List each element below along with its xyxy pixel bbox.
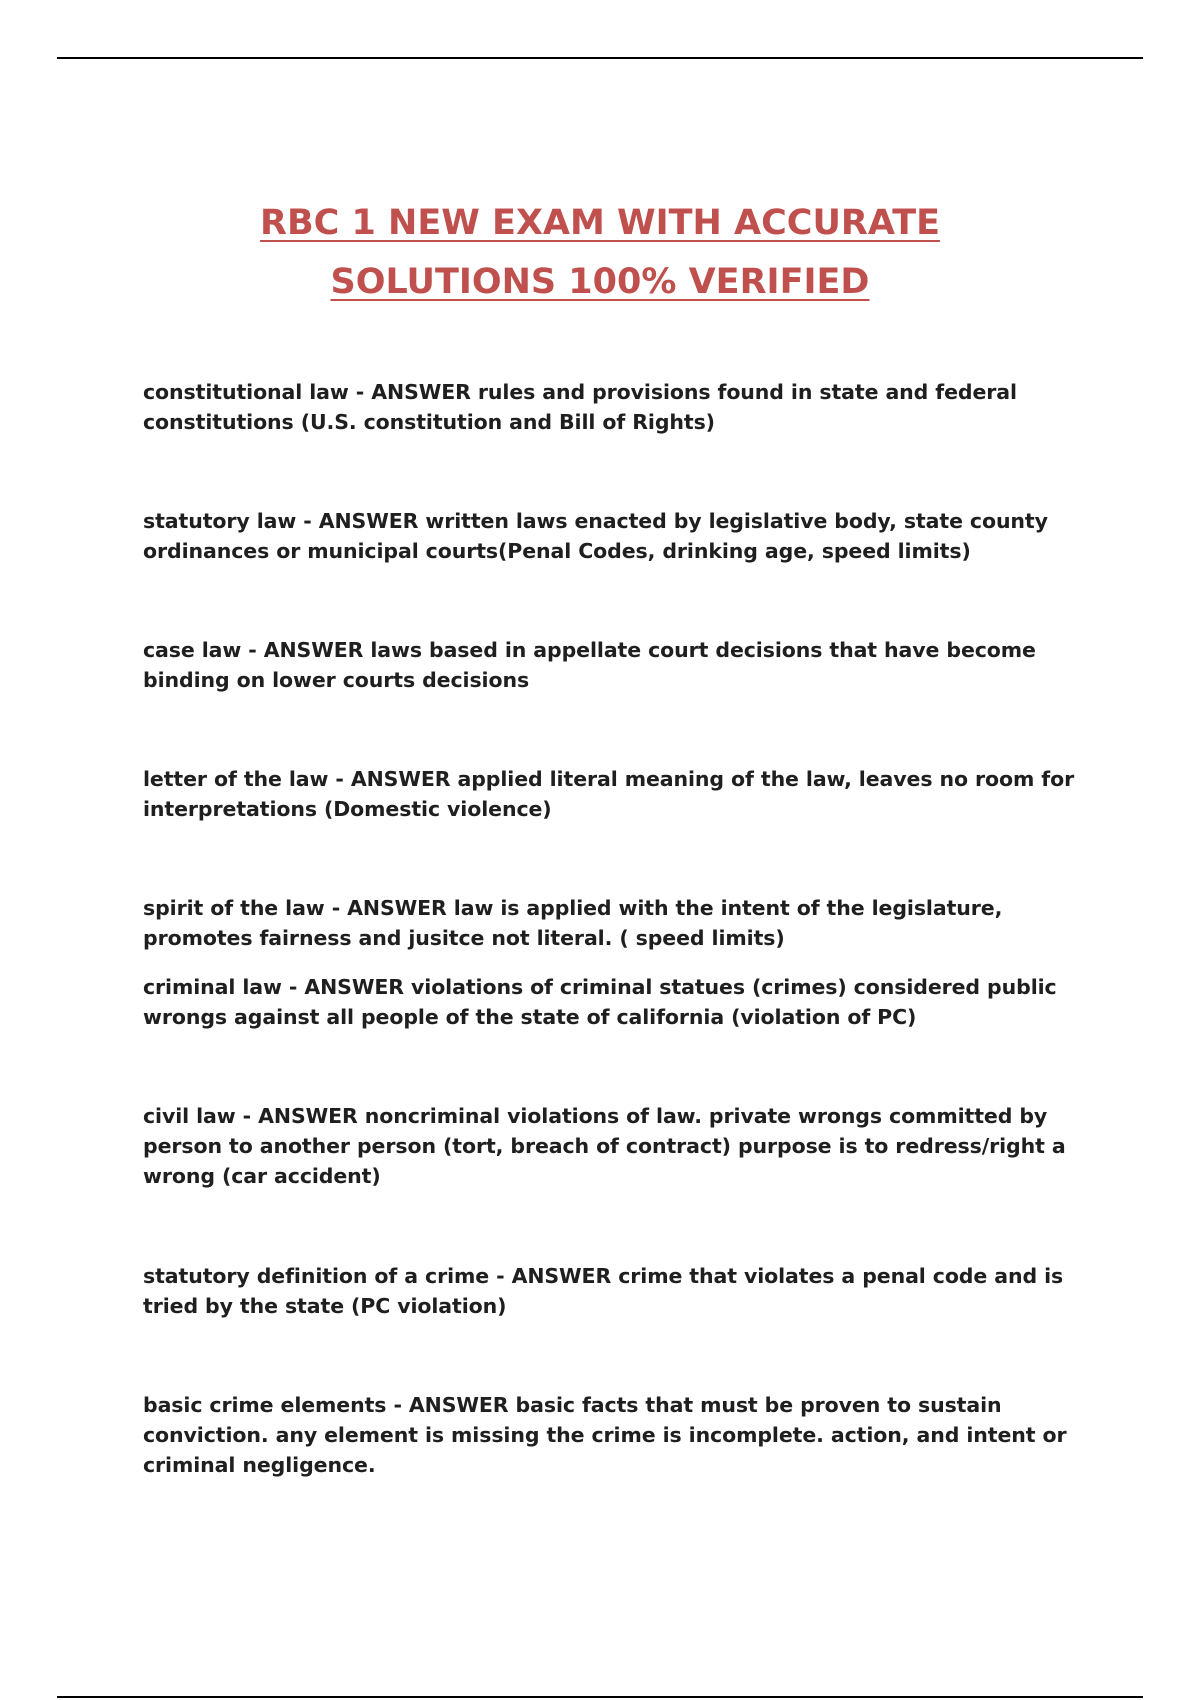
entry-separator: - [281, 975, 305, 999]
entry-term: constitutional law [143, 380, 349, 404]
entry-separator: - [489, 1264, 512, 1288]
answer-marker: ANSWER [350, 767, 451, 791]
entry-definition: rules and provisions found in state and federal constitutions (U.S. constitution and Bill of Rights) [143, 380, 1017, 434]
entry-separator: - [296, 509, 319, 533]
entry-term: case law [143, 638, 242, 662]
document-title [0, 194, 1200, 312]
answer-marker: ANSWER [263, 638, 364, 662]
answer-marker: ANSWER [258, 1104, 358, 1128]
qa-entry-letter-of-the-law [143, 764, 1093, 824]
entry-term: letter of the law [143, 767, 329, 791]
qa-entry-civil-law [143, 1101, 1093, 1191]
qa-entry-criminal-law [143, 972, 1093, 1032]
qa-entry-case-law [143, 635, 1093, 695]
answer-marker: ANSWER [304, 975, 404, 999]
title-line-1: RBC 1 NEW EXAM WITH ACCURATE [260, 203, 940, 243]
answer-marker: ANSWER [318, 509, 419, 533]
entry-separator: - [386, 1393, 409, 1417]
entry-term: spirit of the law [143, 896, 325, 920]
answer-marker: ANSWER [511, 1264, 612, 1288]
entry-term: criminal law [143, 975, 282, 999]
entry-definition: noncriminal violations of law. private wrongs committed by person to another person (tort, breach of contract) purpose is to redress/right a wrong (car accident) [143, 1104, 1066, 1188]
top-rule [57, 57, 1143, 59]
qa-entry-spirit-of-the-law [143, 893, 1093, 953]
qa-entry-basic-crime-elements [143, 1390, 1093, 1480]
answer-marker: ANSWER [371, 380, 471, 404]
entry-separator: - [348, 380, 372, 404]
entry-term: statutory definition of a crime [143, 1264, 490, 1288]
entry-definition: basic facts that must be proven to sustain conviction. any element is missing the crime is incomplete. action, and intent or criminal negligence. [143, 1393, 1067, 1477]
entry-separator: - [241, 638, 264, 662]
entry-definition: law is applied with the intent of the legislature, promotes fairness and jusitce not literal. ( speed limits) [143, 896, 1003, 950]
answer-marker: ANSWER [408, 1393, 509, 1417]
entry-definition: violations of criminal statues (crimes) considered public wrongs against all people of the state of california (violation of PC) [143, 975, 1057, 1029]
entry-definition: crime that violates a penal code and is tried by the state (PC violation) [143, 1264, 1064, 1318]
qa-entry-statutory-definition-of-a-crime [143, 1261, 1093, 1321]
entry-term: statutory law [143, 509, 297, 533]
entry-separator: - [235, 1104, 259, 1128]
title-line-2: SOLUTIONS 100% VERIFIED [330, 262, 870, 302]
qa-entry-statutory-law [143, 506, 1093, 566]
entry-definition: applied literal meaning of the law, leaves no room for interpretations (Domestic violence) [143, 767, 1075, 821]
answer-marker: ANSWER [347, 896, 447, 920]
entry-definition: written laws enacted by legislative body, state county ordinances or municipal courts(Penal Codes, drinking age, speed limits) [143, 509, 1048, 563]
entry-term: civil law [143, 1104, 236, 1128]
entry-separator: - [328, 767, 351, 791]
entry-term: basic crime elements [143, 1393, 387, 1417]
entry-separator: - [324, 896, 348, 920]
qa-entry-constitutional-law [143, 377, 1093, 437]
entry-definition: laws based in appellate court decisions that have become binding on lower courts decisions [143, 638, 1036, 692]
bottom-rule [57, 1696, 1143, 1698]
